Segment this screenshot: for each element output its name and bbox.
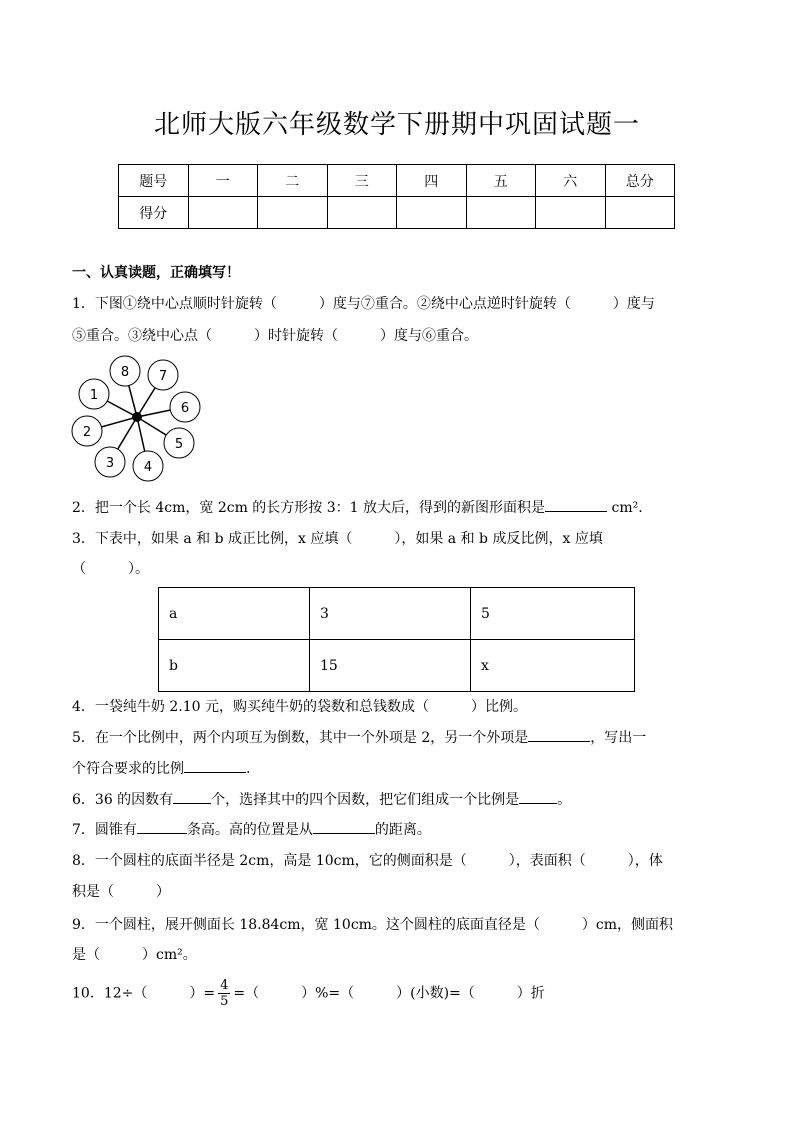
score-cell <box>536 197 606 229</box>
table-cell: 15 <box>310 640 471 692</box>
table-cell: x <box>471 640 635 692</box>
question-5-text: ，写出一 <box>590 730 647 746</box>
petal-label-1: 1 <box>89 388 99 403</box>
answer-blank[interactable] <box>545 497 607 512</box>
question-10 <box>72 978 545 1009</box>
answer-blank[interactable] <box>528 727 590 742</box>
fraction-numerator: 4 <box>220 978 229 993</box>
score-cell <box>188 197 258 229</box>
petal-label-3: 3 <box>105 456 115 471</box>
question-7-text: 7．圆锥有 <box>72 822 137 838</box>
score-header-cell: 总分 <box>605 165 675 197</box>
score-header-cell: 一 <box>188 165 258 197</box>
fraction <box>218 978 230 1009</box>
answer-blank[interactable] <box>173 789 211 804</box>
petal-label-6: 6 <box>180 401 190 416</box>
score-cell <box>397 197 467 229</box>
proportion-row-a <box>159 588 635 640</box>
page-title: 北师大版六年级数学下册期中巩固试题一 <box>153 110 640 140</box>
question-5-text: 5．在一个比例中，两个内项互为倒数，其中一个外项是 2，另一个外项是 <box>72 730 529 746</box>
question-7-text: 条高。高的位置是从 <box>186 822 313 838</box>
rotation-flower-diagram <box>70 348 206 484</box>
question-7 <box>72 819 431 839</box>
table-cell: 3 <box>310 588 471 640</box>
score-header-cell: 六 <box>536 165 606 197</box>
section-heading-1: 一、认真读题，正确填写！ <box>72 265 240 281</box>
score-header-cell: 三 <box>327 165 397 197</box>
question-8-line-1: 8．一个圆柱的底面半径是 2cm，高是 10cm，它的侧面积是（ ），表面积（ ），体 <box>72 853 663 869</box>
score-header-row <box>119 165 675 197</box>
question-10-text: 10．12÷（ ）= <box>72 985 216 1002</box>
question-2-text: 2．把一个长 4cm，宽 2cm 的长方形按 3：1 放大后，得到的新图形面积是 <box>72 500 546 516</box>
answer-blank[interactable] <box>519 789 557 804</box>
question-1-line-2: ⑤重合。③绕中心点（ ）时针旋转（ ）度与⑥重合。 <box>72 328 478 344</box>
question-6-text: 。 <box>557 792 572 808</box>
answer-blank[interactable] <box>137 819 187 834</box>
question-7-text: 的距离。 <box>374 822 431 838</box>
question-1-line-1: 1．下图①绕中心点顺时针旋转（ ）度与⑦重合。②绕中心点逆时针旋转（ ）度与 <box>72 296 655 312</box>
score-header-cell: 题号 <box>119 165 189 197</box>
petal-label-7: 7 <box>158 369 168 384</box>
score-header-cell: 二 <box>258 165 328 197</box>
table-cell: 5 <box>471 588 635 640</box>
score-header-cell: 五 <box>466 165 536 197</box>
score-table <box>118 164 675 229</box>
table-cell: b <box>159 640 310 692</box>
question-9-line-2: 是（ ）cm²。 <box>72 947 197 963</box>
table-cell: a <box>159 588 310 640</box>
petal-label-8: 8 <box>120 365 130 380</box>
question-5-text: 个符合要求的比例 <box>72 761 184 777</box>
petal-label-2: 2 <box>82 425 92 440</box>
petal-label-4: 4 <box>143 460 153 475</box>
score-cell <box>258 197 328 229</box>
proportion-row-b <box>159 640 635 692</box>
score-row <box>119 197 675 229</box>
question-6 <box>72 789 571 809</box>
question-6-text: 个，选择其中的四个因数，把它们组成一个比例是 <box>211 792 520 808</box>
question-3-line-1: 3．下表中，如果 a 和 b 成正比例，x 应填（ ），如果 a 和 b 成反比例，x 应填 <box>72 531 603 547</box>
question-2-unit: cm². <box>607 500 643 516</box>
question-8-line-2: 积是（ ） <box>72 884 170 900</box>
fraction-denominator: 5 <box>220 994 229 1009</box>
question-5-line-2 <box>72 758 250 778</box>
score-cell <box>466 197 536 229</box>
score-cell <box>327 197 397 229</box>
question-10-text: =（ ）%=（ ）(小数)=（ ）折 <box>233 985 545 1002</box>
question-4: 4．一袋纯牛奶 2.10 元，购买纯牛奶的袋数和总钱数成（ ）比例。 <box>72 699 527 715</box>
question-6-text: 6．36 的因数有 <box>72 792 174 808</box>
center-point <box>132 412 142 422</box>
question-3-line-2: （ ）。 <box>72 561 149 577</box>
score-cell <box>605 197 675 229</box>
question-5-line-1 <box>72 727 646 747</box>
question-9-line-1: 9．一个圆柱，展开侧面长 18.84cm，宽 10cm。这个圆柱的底面直径是（ ）cm，侧面积 <box>72 917 674 933</box>
question-5-text: . <box>246 761 251 777</box>
answer-blank[interactable] <box>313 819 375 834</box>
petal-label-5: 5 <box>174 437 184 452</box>
score-row-label: 得分 <box>119 197 189 229</box>
score-header-cell: 四 <box>397 165 467 197</box>
proportion-table <box>158 587 635 692</box>
answer-blank[interactable] <box>184 758 246 773</box>
question-2 <box>72 497 643 517</box>
